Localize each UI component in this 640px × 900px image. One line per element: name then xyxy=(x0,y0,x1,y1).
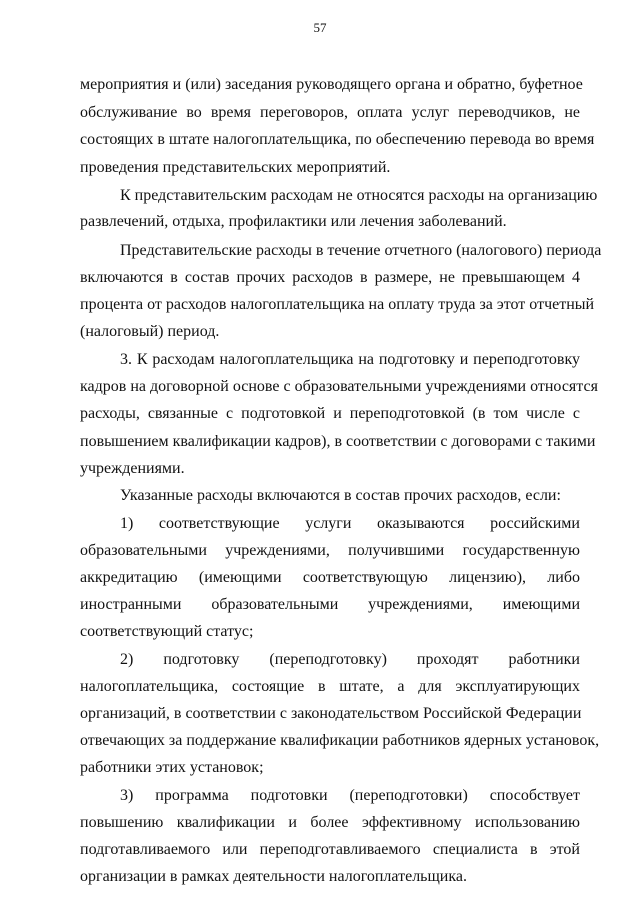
text-line: процента от расходов налогоплательщика на оплату труда за этот отчетный xyxy=(80,296,595,313)
text-line: подготавливаемого или переподготавливаемого специалиста в этой xyxy=(80,841,580,858)
paragraph-first-line: Указанные расходы включаются в состав прочих расходов, если: xyxy=(120,487,561,504)
list-item-3: 3) программа подготовки (переподготовки) способствует xyxy=(120,787,580,804)
text-line: включаются в состав прочих расходов в размере, не превышающем 4 xyxy=(80,269,580,286)
paragraph-first-line: 3. К расходам налогоплательщика на подготовку и переподготовку xyxy=(120,351,580,368)
text-line: (налоговый) период. xyxy=(80,323,220,340)
paragraph-first-line: Представительские расходы в течение отчетного (налогового) периода xyxy=(120,242,602,259)
text-line: организаций, в соответствии с законодательством Российской Федерации xyxy=(80,705,582,722)
text-line: организации в рамках деятельности налогоплательщика. xyxy=(80,868,467,885)
text-line: повышением квалификации кадров), в соответствии с договорами с такими xyxy=(80,433,596,450)
text-line: учреждениями. xyxy=(80,460,185,477)
text-line: состоящих в штате налогоплательщика, по обеспечению перевода во время xyxy=(80,131,595,148)
text-line: повышению квалификации и более эффективному использованию xyxy=(80,814,580,831)
text-line: обслуживание во время переговоров, оплата услуг переводчиков, не xyxy=(80,104,580,121)
paragraph-first-line: К представительским расходам не относятся расходы на организацию xyxy=(120,187,598,204)
text-line: налогоплательщика, состоящие в штате, а для эксплуатирующих xyxy=(80,678,580,695)
text-line: кадров на договорной основе с образовательными учреждениями относятся xyxy=(80,378,598,395)
text-line: работники этих установок; xyxy=(80,759,264,776)
text-line: развлечений, отдыха, профилактики или лечения заболеваний. xyxy=(80,213,507,230)
text-line: иностранными образовательными учреждениями, имеющими xyxy=(80,596,580,613)
text-line: мероприятия и (или) заседания руководящего органа и обратно, буфетное xyxy=(80,76,583,93)
text-line: отвечающих за поддержание квалификации работников ядерных установок, xyxy=(80,732,600,749)
text-line: расходы, связанные с подготовкой и переподготовкой (в том числе с xyxy=(80,405,580,422)
text-line: образовательными учреждениями, получившими государственную xyxy=(80,542,580,559)
text-line: соответствующий статус; xyxy=(80,623,254,640)
list-item-1: 1) соответствующие услуги оказываются российскими xyxy=(120,515,580,532)
list-item-2: 2) подготовку (переподготовку) проходят работники xyxy=(120,651,580,668)
text-line: проведения представительских мероприятий. xyxy=(80,159,391,176)
text-line: аккредитацию (имеющими соответствующую лицензию), либо xyxy=(80,569,580,586)
page-number: 57 xyxy=(313,20,327,35)
